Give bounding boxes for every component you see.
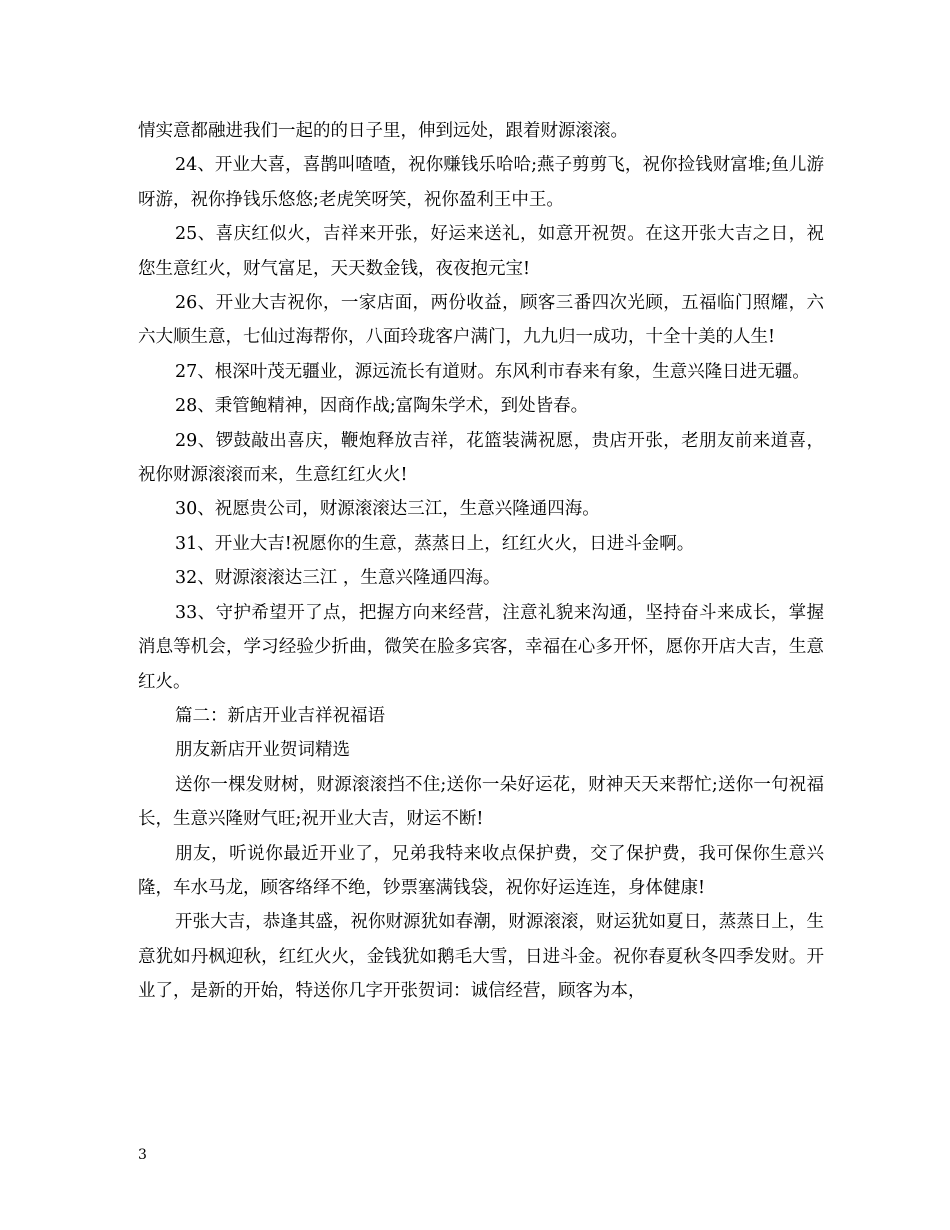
paragraph-greeting-1: 送你一棵发财树，财源滚滚挡不住;送你一朵好运花，财神天天来帮忙;送你一句祝福长，生意兴隆财气旺;祝开业大吉，财运不断!	[138, 774, 824, 830]
paragraph-24: 24、开业大喜，喜鹊叫喳喳，祝你赚钱乐哈哈;燕子剪剪飞，祝你捡钱财富堆;鱼儿游呀游，祝你挣钱乐悠悠;老虎笑呀笑，祝你盈利王中王。	[138, 155, 824, 210]
document-body	[138, 114, 824, 1009]
paragraph-29: 29、锣鼓敲出喜庆，鞭炮释放吉祥，花篮装满祝愿，贵店开张，老朋友前来道喜，祝你财源滚滚而来，生意红红火火!	[138, 430, 824, 486]
paragraph-30: 30、祝愿贵公司，财源滚滚达三江，生意兴隆通四海。	[175, 499, 600, 520]
paragraph-27: 27、根深叶茂无疆业，源远流长有道财。东风利市春来有象，生意兴隆日进无疆。	[175, 361, 810, 382]
paragraph-greeting-3: 开张大吉，恭逢其盛，祝你财源犹如春潮，财源滚滚，财运犹如夏日，蒸蒸日上，生意犹如丹枫迎秋，红红火火，金钱犹如鹅毛大雪，日进斗金。祝你春夏秋冬四季发财。开业了，是新的开始，特送你几字开张贺词：诚信经营，顾客为本，	[138, 912, 824, 1002]
subsection-heading: 朋友新店开业贺词精选	[175, 740, 350, 761]
paragraph-continuation: 情实意都融进我们一起的的日子里，伸到远处，跟着财源滚滚。	[138, 121, 628, 141]
paragraph-28: 28、秉管鲍精神，因商作战;富陶朱学术，到处皆春。	[175, 396, 589, 417]
paragraph-31: 31、开业大吉!祝愿你的生意，蒸蒸日上，红红火火，日进斗金啊。	[175, 533, 695, 554]
paragraph-32: 32、财源滚滚达三江 ，生意兴隆通四海。	[175, 568, 501, 589]
paragraph-33: 33、守护希望开了点，把握方向来经营，注意礼貌来沟通，坚持奋斗来成长，掌握消息等机会，学习经验少折曲，微笑在脸多宾客，幸福在心多开怀，愿你开店大吉，生意红火。	[138, 602, 824, 692]
paragraph-26: 26、开业大吉祝你，一家店面，两份收益，顾客三番四次光顾，五福临门照耀，六六大顺生意，七仙过海帮你，八面玲珑客户满门，九九归一成功，十全十美的人生!	[138, 293, 824, 348]
paragraph-greeting-2: 朋友，听说你最近开业了，兄弟我特来收点保护费，交了保护费，我可保你生意兴隆，车水马龙，顾客络绎不绝，钞票塞满钱袋，祝你好运连连，身体健康!	[138, 843, 824, 898]
page-number: 3	[138, 1147, 147, 1163]
section-heading: 篇二：新店开业吉祥祝福语	[175, 705, 385, 726]
paragraph-25: 25、喜庆红似火，吉祥来开张，好运来送礼，如意开祝贺。在这开张大吉之日，祝您生意红火，财气富足，天天数金钱，夜夜抱元宝!	[138, 224, 824, 279]
